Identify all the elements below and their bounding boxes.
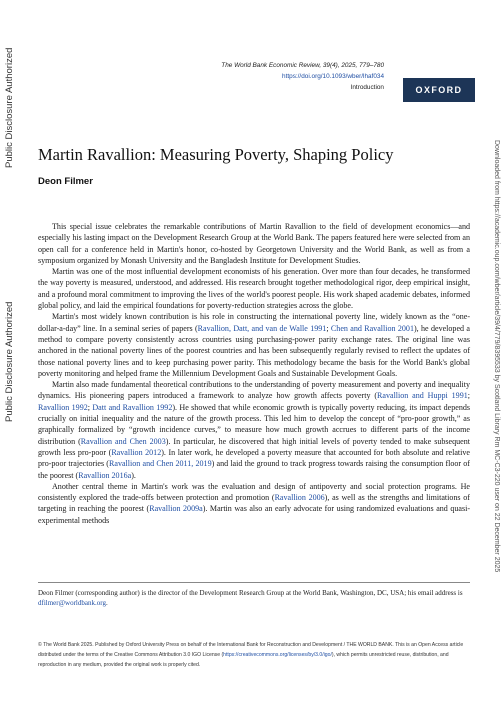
citation-link[interactable]: Ravallion 2016a — [78, 470, 132, 480]
citation-link[interactable]: Ravallion and Chen 2003 — [80, 436, 166, 446]
citation-link[interactable]: Ravallion and Chen 2011, 2019 — [109, 459, 212, 469]
section-label: Introduction — [350, 84, 384, 91]
author-footnote — [38, 588, 470, 608]
text-span: ), he developed a method to compare poverty consistently across countries using purchasing-power parity exchange rates. The original line was anchored in the national poverty lines of the poorest countries and has been subsequently regularly revised to reflect the updates of those national poverty lines and to keep purchasing power parity. This methodology became the basis for the World Bank's global poverty monitoring and helped frame the Millennium Development Goals and Sustainable Development Goals. — [38, 323, 470, 378]
journal-header — [221, 60, 384, 93]
citation-link[interactable]: Datt and Ravallion 1992 — [92, 402, 173, 412]
oxford-logo: OXFORD — [403, 78, 475, 102]
footnote-end: . — [105, 599, 108, 607]
disclosure-stamp-top: Public Disclosure Authorized — [4, 47, 15, 168]
article-body — [38, 221, 470, 526]
paragraph-1: This special issue celebrates the remarkable contributions of Martin Ravallion to the field of development economics—and especially his lasting impact on the Development Research Group at the World Bank. The papers featured here were selected from an open call for a conference held in Martin's honor, co-hosted by Georgetown University and the World Bank, as well as from a symposium organized by Monash University and the Bangladesh Institute for Development Studies. — [38, 222, 470, 265]
footnote-text: Deon Filmer (corresponding author) is the director of the Development Research Group at the World Bank, Washington, DC, USA; his email address is — [38, 589, 463, 597]
text-span: ), as well as the strengths and limitations of targeting in reaching the poorest ( — [38, 493, 470, 514]
license-notice — [38, 640, 470, 670]
email-link[interactable]: dfilmer@worldbank.org — [38, 599, 106, 607]
paragraph-3 — [38, 311, 470, 379]
text-span: ). He showed that while economic growth is typically poverty reducing, its impact depends crucially on initial inequality and the nature of the growth process. This led him to develop the concept of “pro-poor growth,” as graphically formalized by “growth incidence curves,” to measure how much growth accrues to different parts of the income distribution ( — [38, 402, 471, 446]
text-span: ). In particular, he discovered that high initial levels of poverty tended to make subsequent growth less pro-poor ( — [38, 436, 470, 457]
citation-link[interactable]: Ravallion 2009a — [149, 504, 203, 514]
citation-link[interactable]: Chen and Ravallion 2001 — [330, 323, 414, 333]
paragraph-2: Martin was one of the most influential development economists of his generation. Over more than four decades, he transformed the way poverty is measured, understood, and addressed. His research brought together methodological rigor, deep empirical insight, and a profound moral commitment to improving the lives of the world's poorest people. His work shaped academic debates, informed global policy, and laid the empirical foundations for poverty-reduction strategies across the globe. — [38, 267, 470, 311]
citation-link[interactable]: Ravallion 2012 — [111, 447, 162, 457]
text-span: ). — [131, 470, 136, 480]
download-watermark: Downloaded from https://academic.oup.com/wber/article/39/4/779/8395533 by Scotland Library Rm MC-C3-220 user on 22 December 2025 — [493, 140, 500, 573]
text-span: ). Martin was also an early advocate for using randomized evaluations and quasi-experimental methods — [38, 504, 470, 525]
disclosure-stamp-bottom: Public Disclosure Authorized — [4, 301, 15, 422]
text-span: ; — [467, 391, 470, 401]
text-span: Another central theme in Martin's work was the evaluation and design of antipoverty and social protection programs. He consistently explored the trade-offs between protection and promotion ( — [38, 481, 470, 503]
citation-link[interactable]: Ravallion 2006 — [274, 493, 325, 503]
citation-link[interactable]: Ravallion and Huppi 1991 — [377, 391, 468, 401]
license-text: © The World Bank 2025. Published by Oxford University Press on behalf of the International Bank for Reconstruction and Development / THE WORLD BANK. This is an Open Access article distributed under the terms of the Creative Commons Attribution 3.0 IGO License ( — [38, 642, 464, 658]
citation-link[interactable]: Ravallion 1992 — [38, 402, 88, 412]
paragraph-4 — [38, 379, 470, 481]
text-span: ; — [326, 323, 331, 333]
text-span: ) and laid the ground to track progress towards raising the consumption floor of the poorest ( — [38, 459, 470, 480]
license-text-end: ), which permits unrestricted reuse, distribution, and reproduction in any medium, provided the original work is properly cited. — [38, 652, 449, 668]
footnote-divider — [38, 582, 470, 583]
text-span: ; — [87, 402, 93, 412]
text-span: Martin's most widely known contribution is his role in constructing the international poverty line, widely known as the “one-dollar-a-day” line. In a seminal series of papers ( — [38, 312, 470, 333]
citation-link[interactable]: Ravallion, Datt, and van de Walle 1991 — [197, 323, 327, 333]
text-span: ). In later work, he developed a poverty measure that accounted for both absolute and relative pro-poor trajectories ( — [38, 447, 470, 469]
paragraph-5 — [38, 481, 470, 526]
doi-link[interactable]: https://doi.org/10.1093/wber/lhaf034 — [282, 73, 384, 80]
journal-citation: The World Bank Economic Review, 39(4), 2025, 779–780 — [221, 62, 384, 69]
text-span: Martin also made fundamental theoretical contributions to the understanding of poverty measurement and poverty and inequality dynamics. His pioneering papers introduced a framework to analyze how growth affects poverty ( — [38, 380, 470, 401]
license-link[interactable]: https://creativecommons.org/licenses/by/3.0/igo/ — [223, 652, 332, 658]
article-author: Deon Filmer — [38, 176, 93, 187]
article-title: Martin Ravallion: Measuring Poverty, Shaping Policy — [38, 145, 394, 164]
